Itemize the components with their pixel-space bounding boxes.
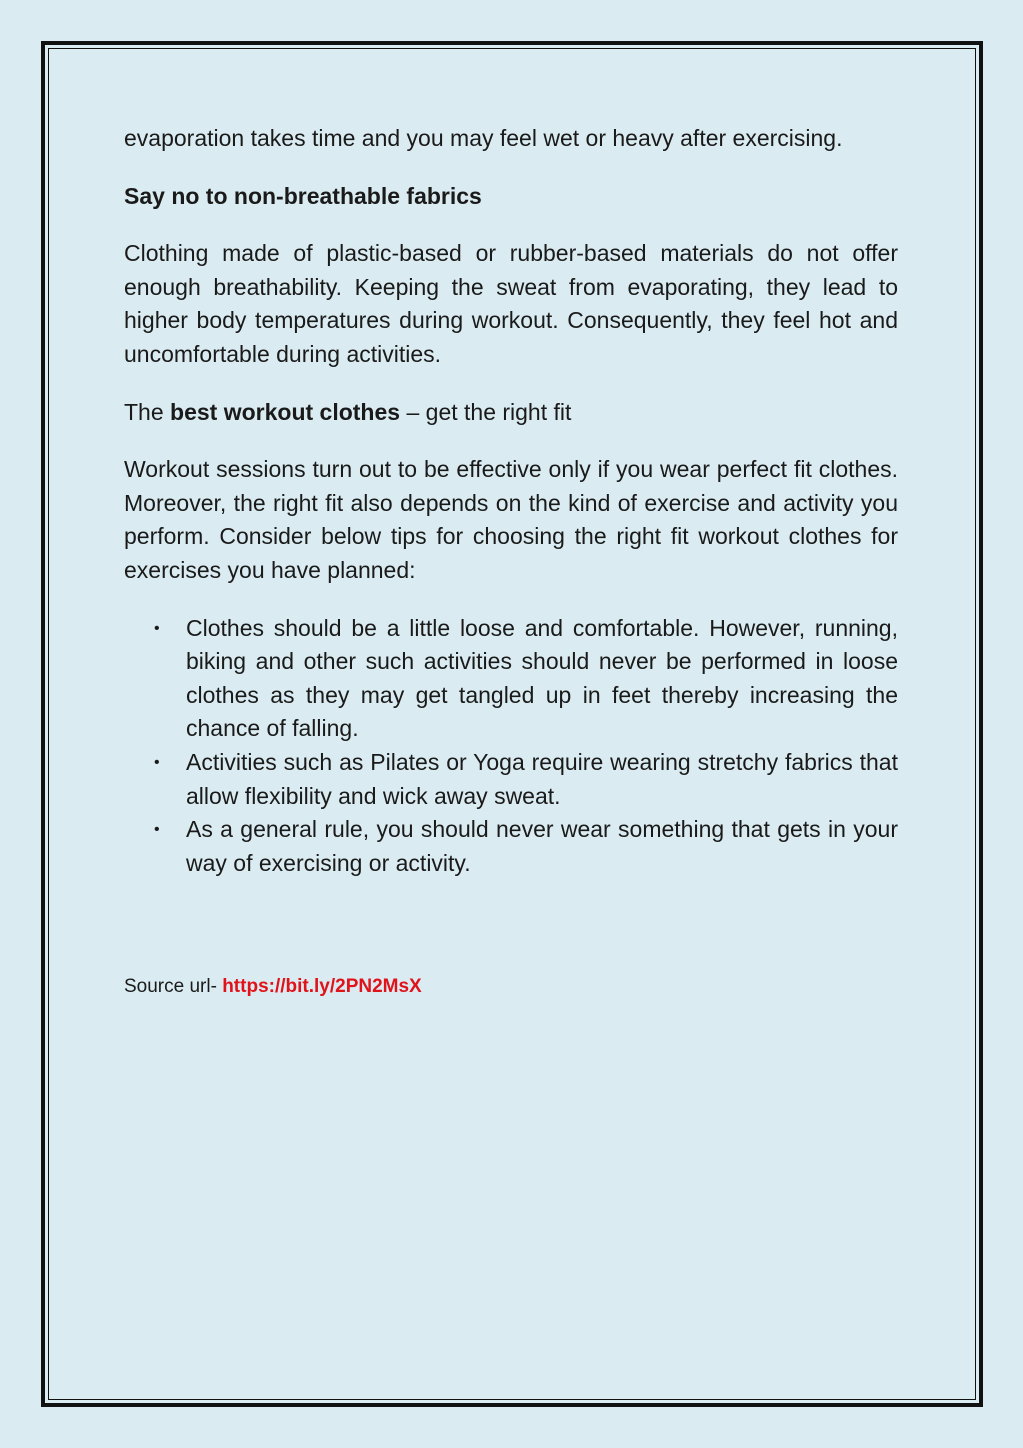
bullet-icon: • [154,619,160,637]
intro-paragraph: evaporation takes time and you may feel wet or heavy after exercising. [124,125,843,151]
section-heading-breathable: Say no to non-breathable fabrics [124,182,482,209]
bullet-icon: • [154,753,160,771]
list-item [154,746,898,813]
fit-paragraph: Workout sessions turn out to be effective only if you wear perfect fit clothes. Moreover, the right fit also depends on the kind of exercise and activity you perform. Consider below tips for choosing the right fit workout clothes for exercises you have planned: [124,456,898,583]
fit-heading-bold: best workout clothes [170,398,401,425]
tips-list [124,612,898,881]
list-item-text: As a general rule, you should never wear something that gets in your way of exercising or activity. [186,816,898,876]
source-link[interactable]: https://bit.ly/2PN2MsX [222,976,422,998]
list-item-text: Clothes should be a little loose and comfortable. However, running, biking and other such activities should never be performed in loose clothes as they may get tangled up in feet thereby increasing the chance of falling. [186,614,898,742]
document-body [124,122,898,1024]
fit-heading [124,396,898,430]
fit-heading-suffix: – get the right fit [400,398,572,425]
list-item-text: Activities such as Pilates or Yoga require wearing stretchy fabrics that allow flexibility and wick away sweat. [186,748,898,809]
fit-heading-prefix: The [124,398,171,425]
source-line [124,974,898,1000]
breathable-paragraph: Clothing made of plastic-based or rubber-based materials do not offer enough breathability. Keeping the sweat from evaporating, they lead to higher body temperatures during workout. Consequently, they feel hot and uncomfortable during activities. [124,240,898,367]
list-item [154,813,898,880]
bullet-icon: • [154,821,160,839]
list-item [154,612,898,746]
source-label: Source url- [124,976,223,998]
